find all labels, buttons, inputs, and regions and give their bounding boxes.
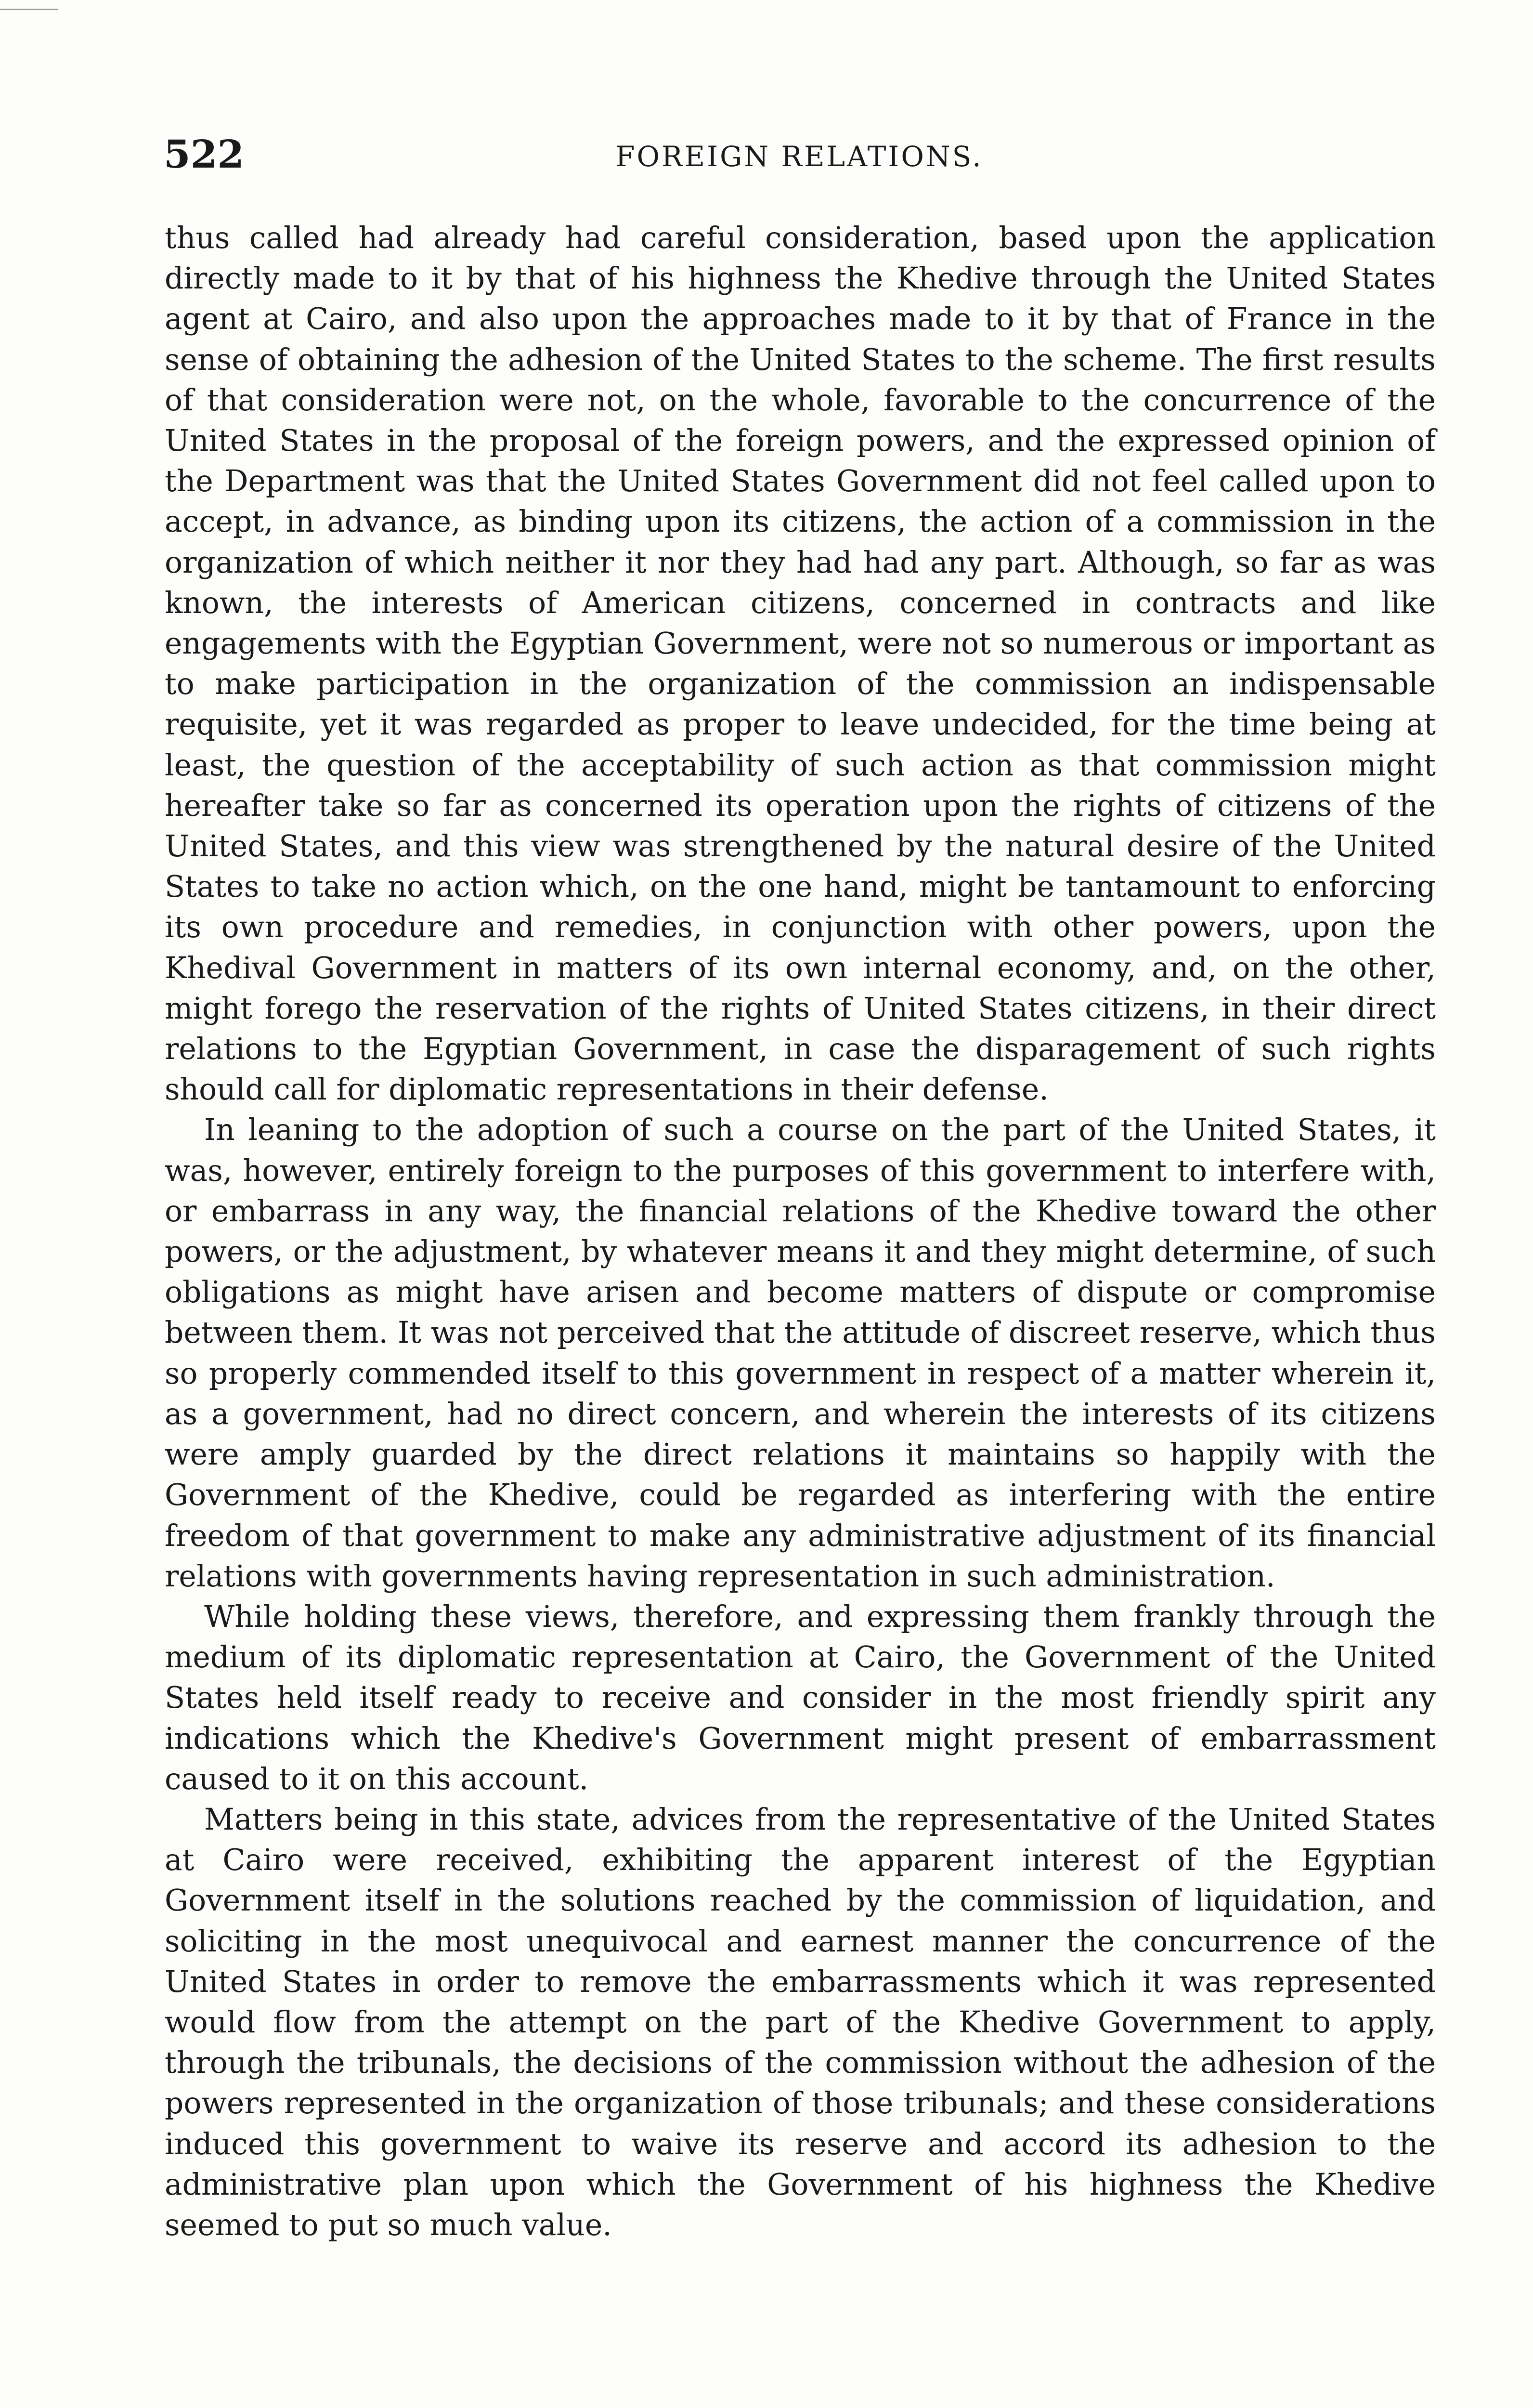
running-head: FOREIGN RELATIONS. <box>615 140 983 173</box>
body-text <box>165 218 1436 2245</box>
scan-edge-rule <box>0 9 58 10</box>
page-number: 522 <box>164 131 244 177</box>
page-header <box>164 130 1435 188</box>
paragraph-4: Matters being in this state, advices from the representative of the United States at Cairo were received, exhibiting the apparent interest of the Egyptian Government itself in the solutions reached by the commission of liquidation, and soliciting in the most unequivocal and earnest manner the concurrence of the United States in order to remove the embarrassments which it was represented would flow from the attempt on the part of the Khedive Government to apply, through the tribunals, the decisions of the commission without the adhesion of the powers represented in the organization of those tribunals; and these considerations induced this government to waive its reserve and accord its adhesion to the administrative plan upon which the Government of his highness the Khedive seemed to put so much value. <box>165 1802 1436 2242</box>
paragraph-3: While holding these views, therefore, and expressing them frankly through the medium of its diplomatic representation at Cairo, the Government of the United States held itself ready to receive and consider in the most friendly spirit any indications which the Khedive's Government might present of embarrassment caused to it on this account. <box>165 1599 1436 1796</box>
paragraph-2: In leaning to the adoption of such a course on the part of the United States, it was, however, entirely foreign to the purposes of this government to interfere with, or embarrass in any way, the financial relations of the Khedive toward the other powers, or the adjustment, by whatever means it and they might determine, of such obligations as might have arisen and become matters of dispute or compromise between them. It was not perceived that the attitude of discreet reserve, which thus so properly commended itself to this government in respect of a matter wherein it, as a government, had no direct concern, and wherein the interests of its citizens were amply guarded by the direct relations it maintains so happily with the Government of the Khedive, could be regarded as interfering with the entire freedom of that government to make any administrative adjustment of its financial relations with governments having representation in such administration. <box>165 1112 1436 1594</box>
paragraph-1: thus called had already had careful consideration, based upon the application directly made to it by that of his highness the Khedive through the United States agent at Cairo, and also upon the approaches made to it by that of France in the sense of obtaining the adhesion of the United States to the scheme. The first results of that consideration were not, on the whole, favorable to the concurrence of the United States in the proposal of the foreign powers, and the expressed opinion of the Department was that the United States Government did not feel called upon to accept, in advance, as binding upon its citizens, the action of a commission in the organization of which neither it nor they had had any part. Although, so far as was known, the interests of American citizens, concerned in contracts and like engagements with the Egyptian Government, were not so numerous or important as to make participation in the organization of the commission an indispensable requisite, yet it was regarded as proper to leave undecided, for the time being at least, the question of the acceptability of such action as that commission might hereafter take so far as concerned its operation upon the rights of citizens of the United States, and this view was strengthened by the natural desire of the United States to take no action which, on the one hand, might be tantamount to enforcing its own procedure and remedies, in conjunction with other powers, upon the Khedival Government in matters of its own internal economy, and, on the other, might forego the reservation of the rights of United States citizens, in their direct relations to the Egyptian Government, in case the disparagement of such rights should call for diplomatic representations in their defense. <box>165 221 1436 1107</box>
